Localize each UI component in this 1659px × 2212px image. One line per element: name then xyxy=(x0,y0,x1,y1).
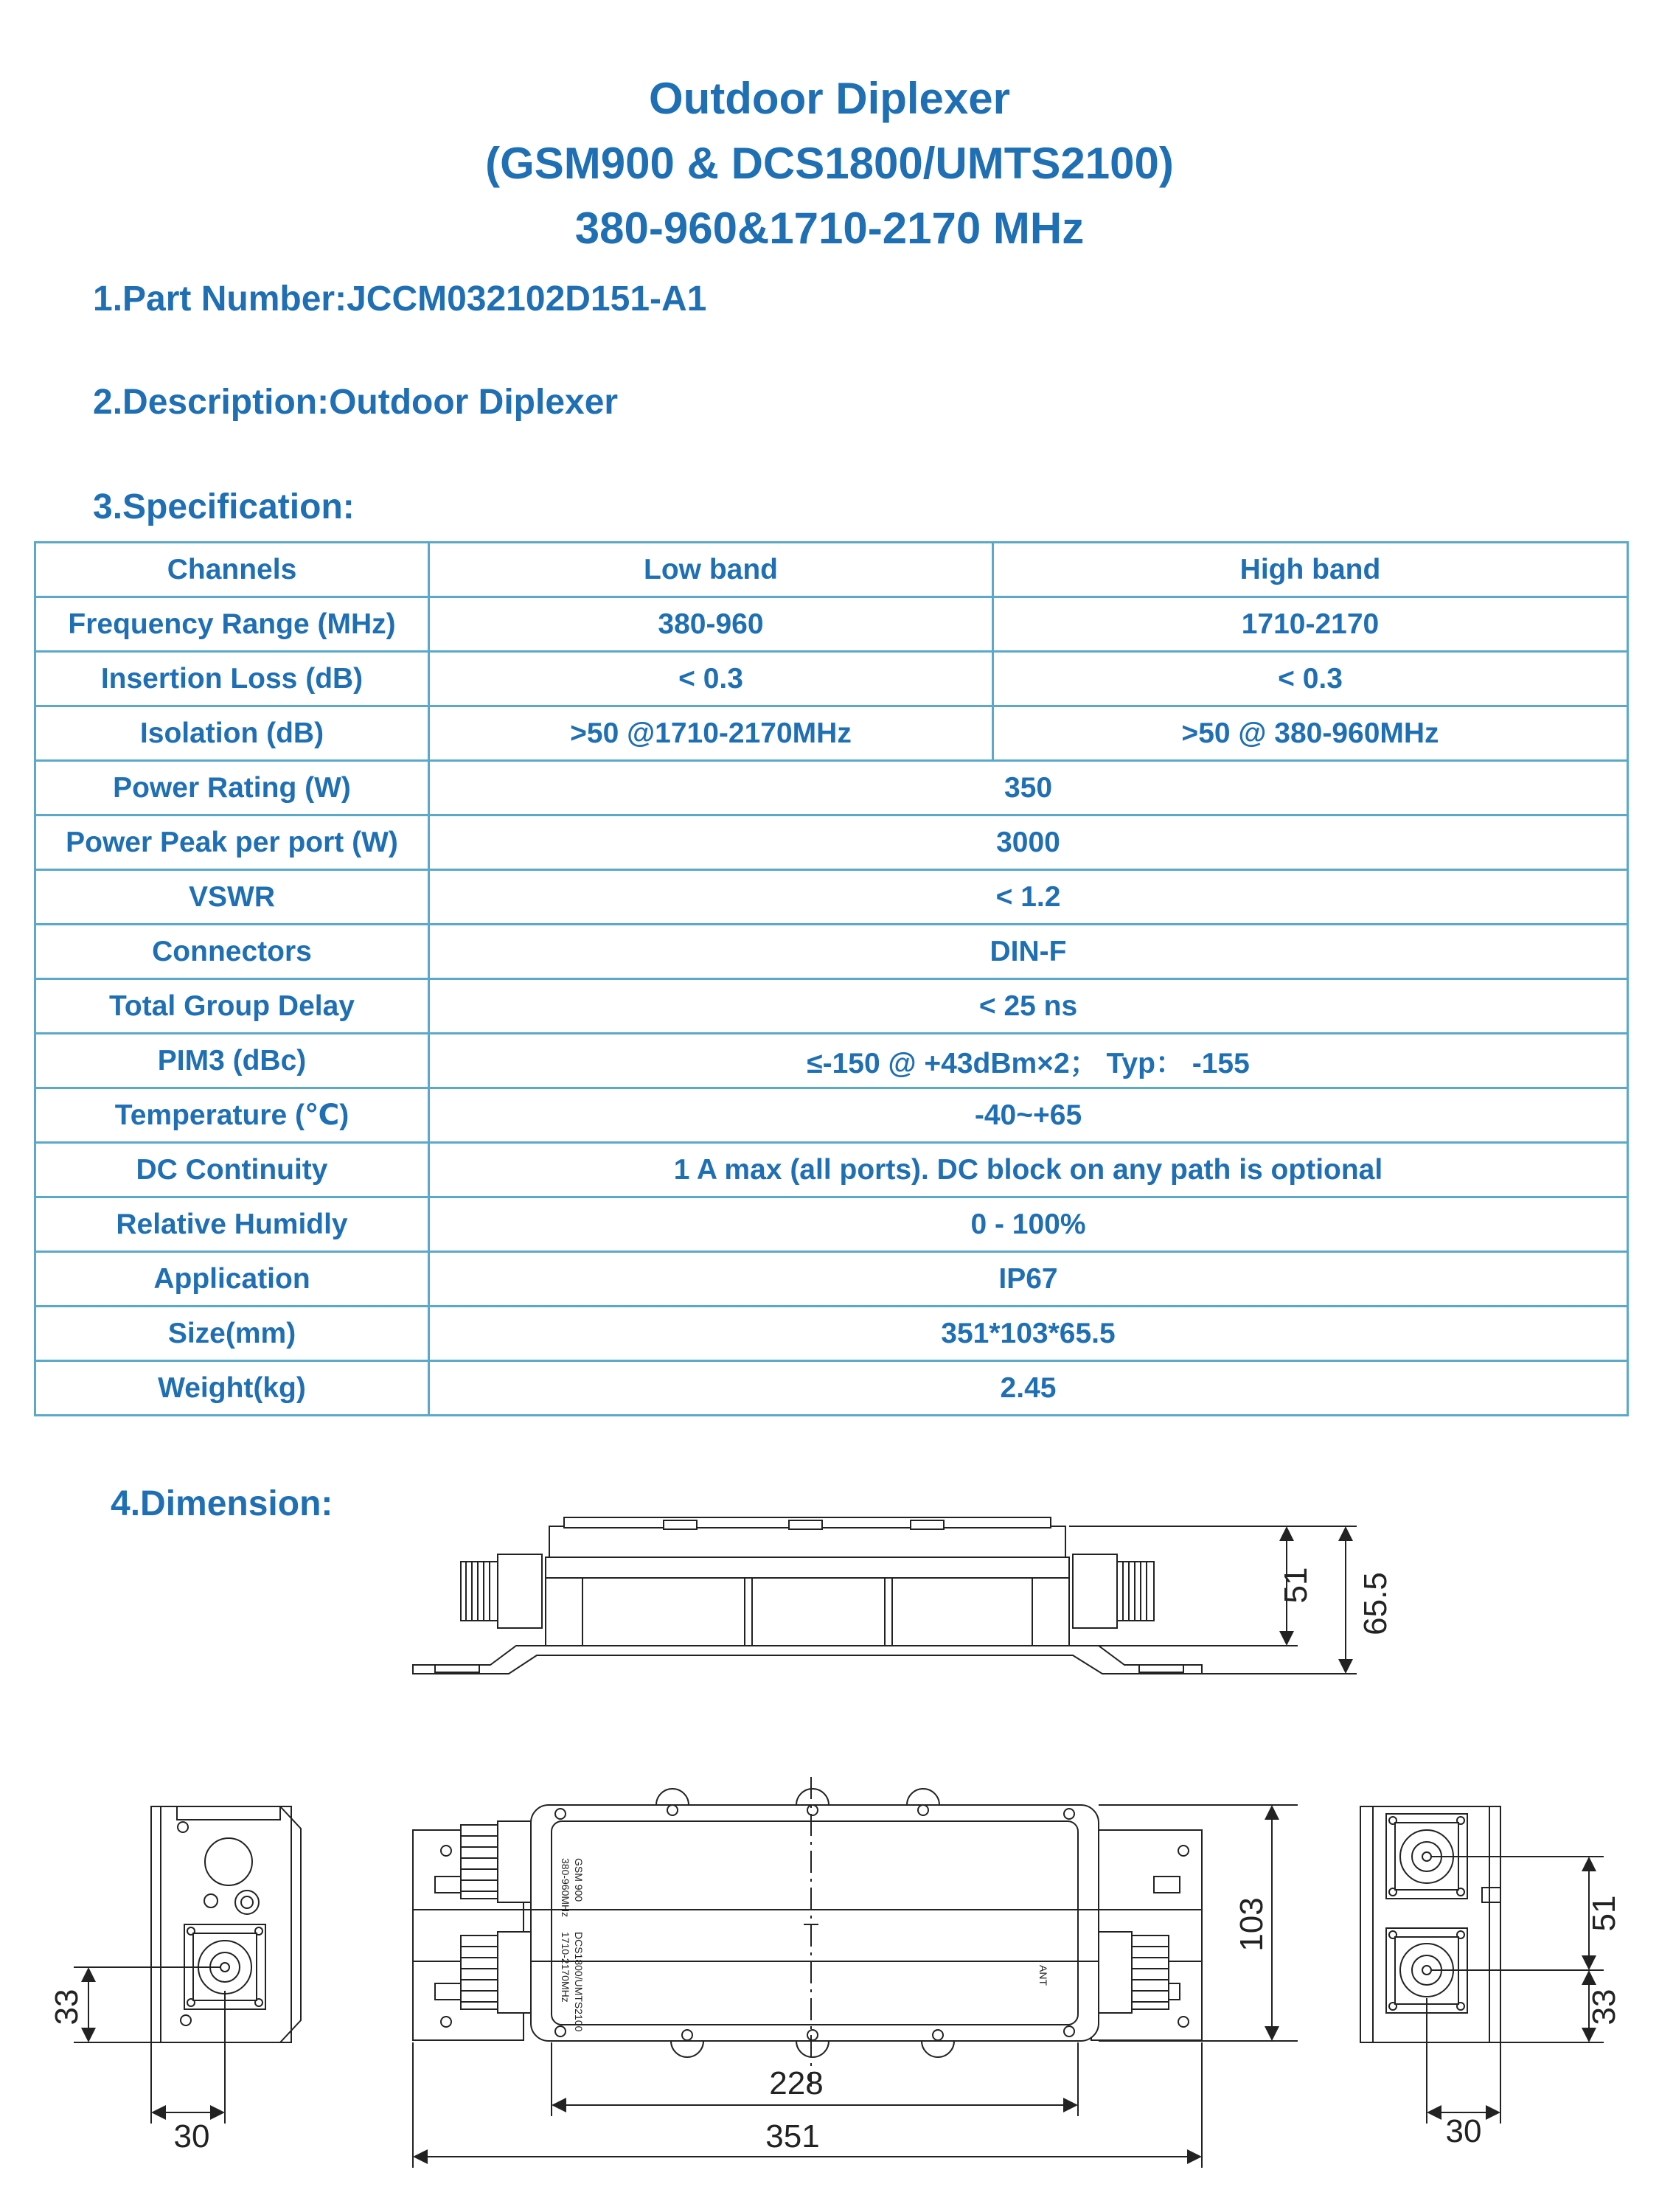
table-cell-low: 380-960 xyxy=(429,597,993,652)
right-end-dim-51: 51 xyxy=(1586,1895,1622,1932)
table-cell-label: DC Continuity xyxy=(35,1143,429,1197)
top-dim-228: 228 xyxy=(769,2065,824,2101)
table-cell-value: IP67 xyxy=(429,1252,1628,1307)
top-dim-351: 351 xyxy=(765,2118,820,2154)
title-line-1: Outdoor Diplexer xyxy=(648,74,1011,123)
label-ant: ANT xyxy=(1037,1965,1049,1986)
table-cell-label: VSWR xyxy=(35,870,429,925)
part-number-heading: 1.Part Number:JCCM032102D151-A1 xyxy=(93,279,707,319)
table-cell-label: Weight(kg) xyxy=(35,1361,429,1416)
table-cell-value: ≤-150 @ +43dBm×2； Typ： -155 xyxy=(429,1034,1628,1088)
table-cell-label: Temperature (℃) xyxy=(35,1088,429,1143)
left-end-view xyxy=(74,1806,301,2124)
side-view xyxy=(413,1517,1357,1674)
specification-heading: 3.Specification: xyxy=(93,487,355,526)
table-cell-label: Application xyxy=(35,1252,429,1307)
label-dcs-line2: 1710-2170MHz xyxy=(560,1932,571,2003)
label-gsm-line1: GSM 900 xyxy=(573,1858,585,1902)
table-cell-high: >50 @ 380-960MHz xyxy=(993,706,1628,761)
label-dcs-line1: DCS1800/UMTS2100 xyxy=(573,1932,585,2032)
table-cell-label: Relative Humidly xyxy=(35,1197,429,1252)
table-cell-value: 350 xyxy=(429,761,1628,815)
title-line-2: (GSM900 & DCS1800/UMTS2100) xyxy=(485,139,1174,188)
table-cell-value: 1 A max (all ports). DC block on any path is optional xyxy=(429,1143,1628,1197)
table-cell-value: 351*103*65.5 xyxy=(429,1307,1628,1361)
side-dim-65-5: 65.5 xyxy=(1357,1572,1394,1635)
table-cell-label: Frequency Range (MHz) xyxy=(35,597,429,652)
table-cell-label: Size(mm) xyxy=(35,1307,429,1361)
table-cell-low: Low band xyxy=(429,543,993,597)
table-cell-value: 3000 xyxy=(429,815,1628,870)
left-end-dim-33: 33 xyxy=(49,1989,85,2025)
table-cell-value: < 25 ns xyxy=(429,979,1628,1034)
table-cell-label: PIM3 (dBc) xyxy=(35,1034,429,1088)
table-cell-value: 2.45 xyxy=(429,1361,1628,1416)
top-view xyxy=(413,1777,1298,2168)
label-gsm-line2: 380-960MHz xyxy=(560,1858,571,1918)
table-cell-label: Isolation (dB) xyxy=(35,706,429,761)
table-cell-label: Power Peak per port (W) xyxy=(35,815,429,870)
side-dim-51: 51 xyxy=(1278,1567,1314,1604)
description-heading: 2.Description:Outdoor Diplexer xyxy=(93,383,619,422)
right-end-view xyxy=(1360,1806,1604,2124)
right-end-dim-30: 30 xyxy=(1445,2113,1482,2149)
table-cell-value: DIN-F xyxy=(429,925,1628,979)
table-cell-high: < 0.3 xyxy=(993,652,1628,706)
table-cell-label: Channels xyxy=(35,543,429,597)
title-line-3: 380-960&1710-2170 MHz xyxy=(574,204,1085,253)
table-cell-high: High band xyxy=(993,543,1628,597)
table-cell-high: 1710-2170 xyxy=(993,597,1628,652)
right-end-dim-33: 33 xyxy=(1586,1989,1622,2025)
table-cell-value: < 1.2 xyxy=(429,870,1628,925)
table-cell-label: Connectors xyxy=(35,925,429,979)
table-cell-label: Total Group Delay xyxy=(35,979,429,1034)
top-dim-103: 103 xyxy=(1234,1897,1270,1952)
table-cell-value: 0 - 100% xyxy=(429,1197,1628,1252)
left-end-dim-30: 30 xyxy=(173,2118,210,2154)
table-cell-label: Insertion Loss (dB) xyxy=(35,652,429,706)
dimension-heading: 4.Dimension: xyxy=(111,1484,333,1523)
table-cell-label: Power Rating (W) xyxy=(35,761,429,815)
table-cell-low: >50 @1710-2170MHz xyxy=(429,706,993,761)
table-cell-low: < 0.3 xyxy=(429,652,993,706)
table-cell-value: -40~+65 xyxy=(429,1088,1628,1143)
